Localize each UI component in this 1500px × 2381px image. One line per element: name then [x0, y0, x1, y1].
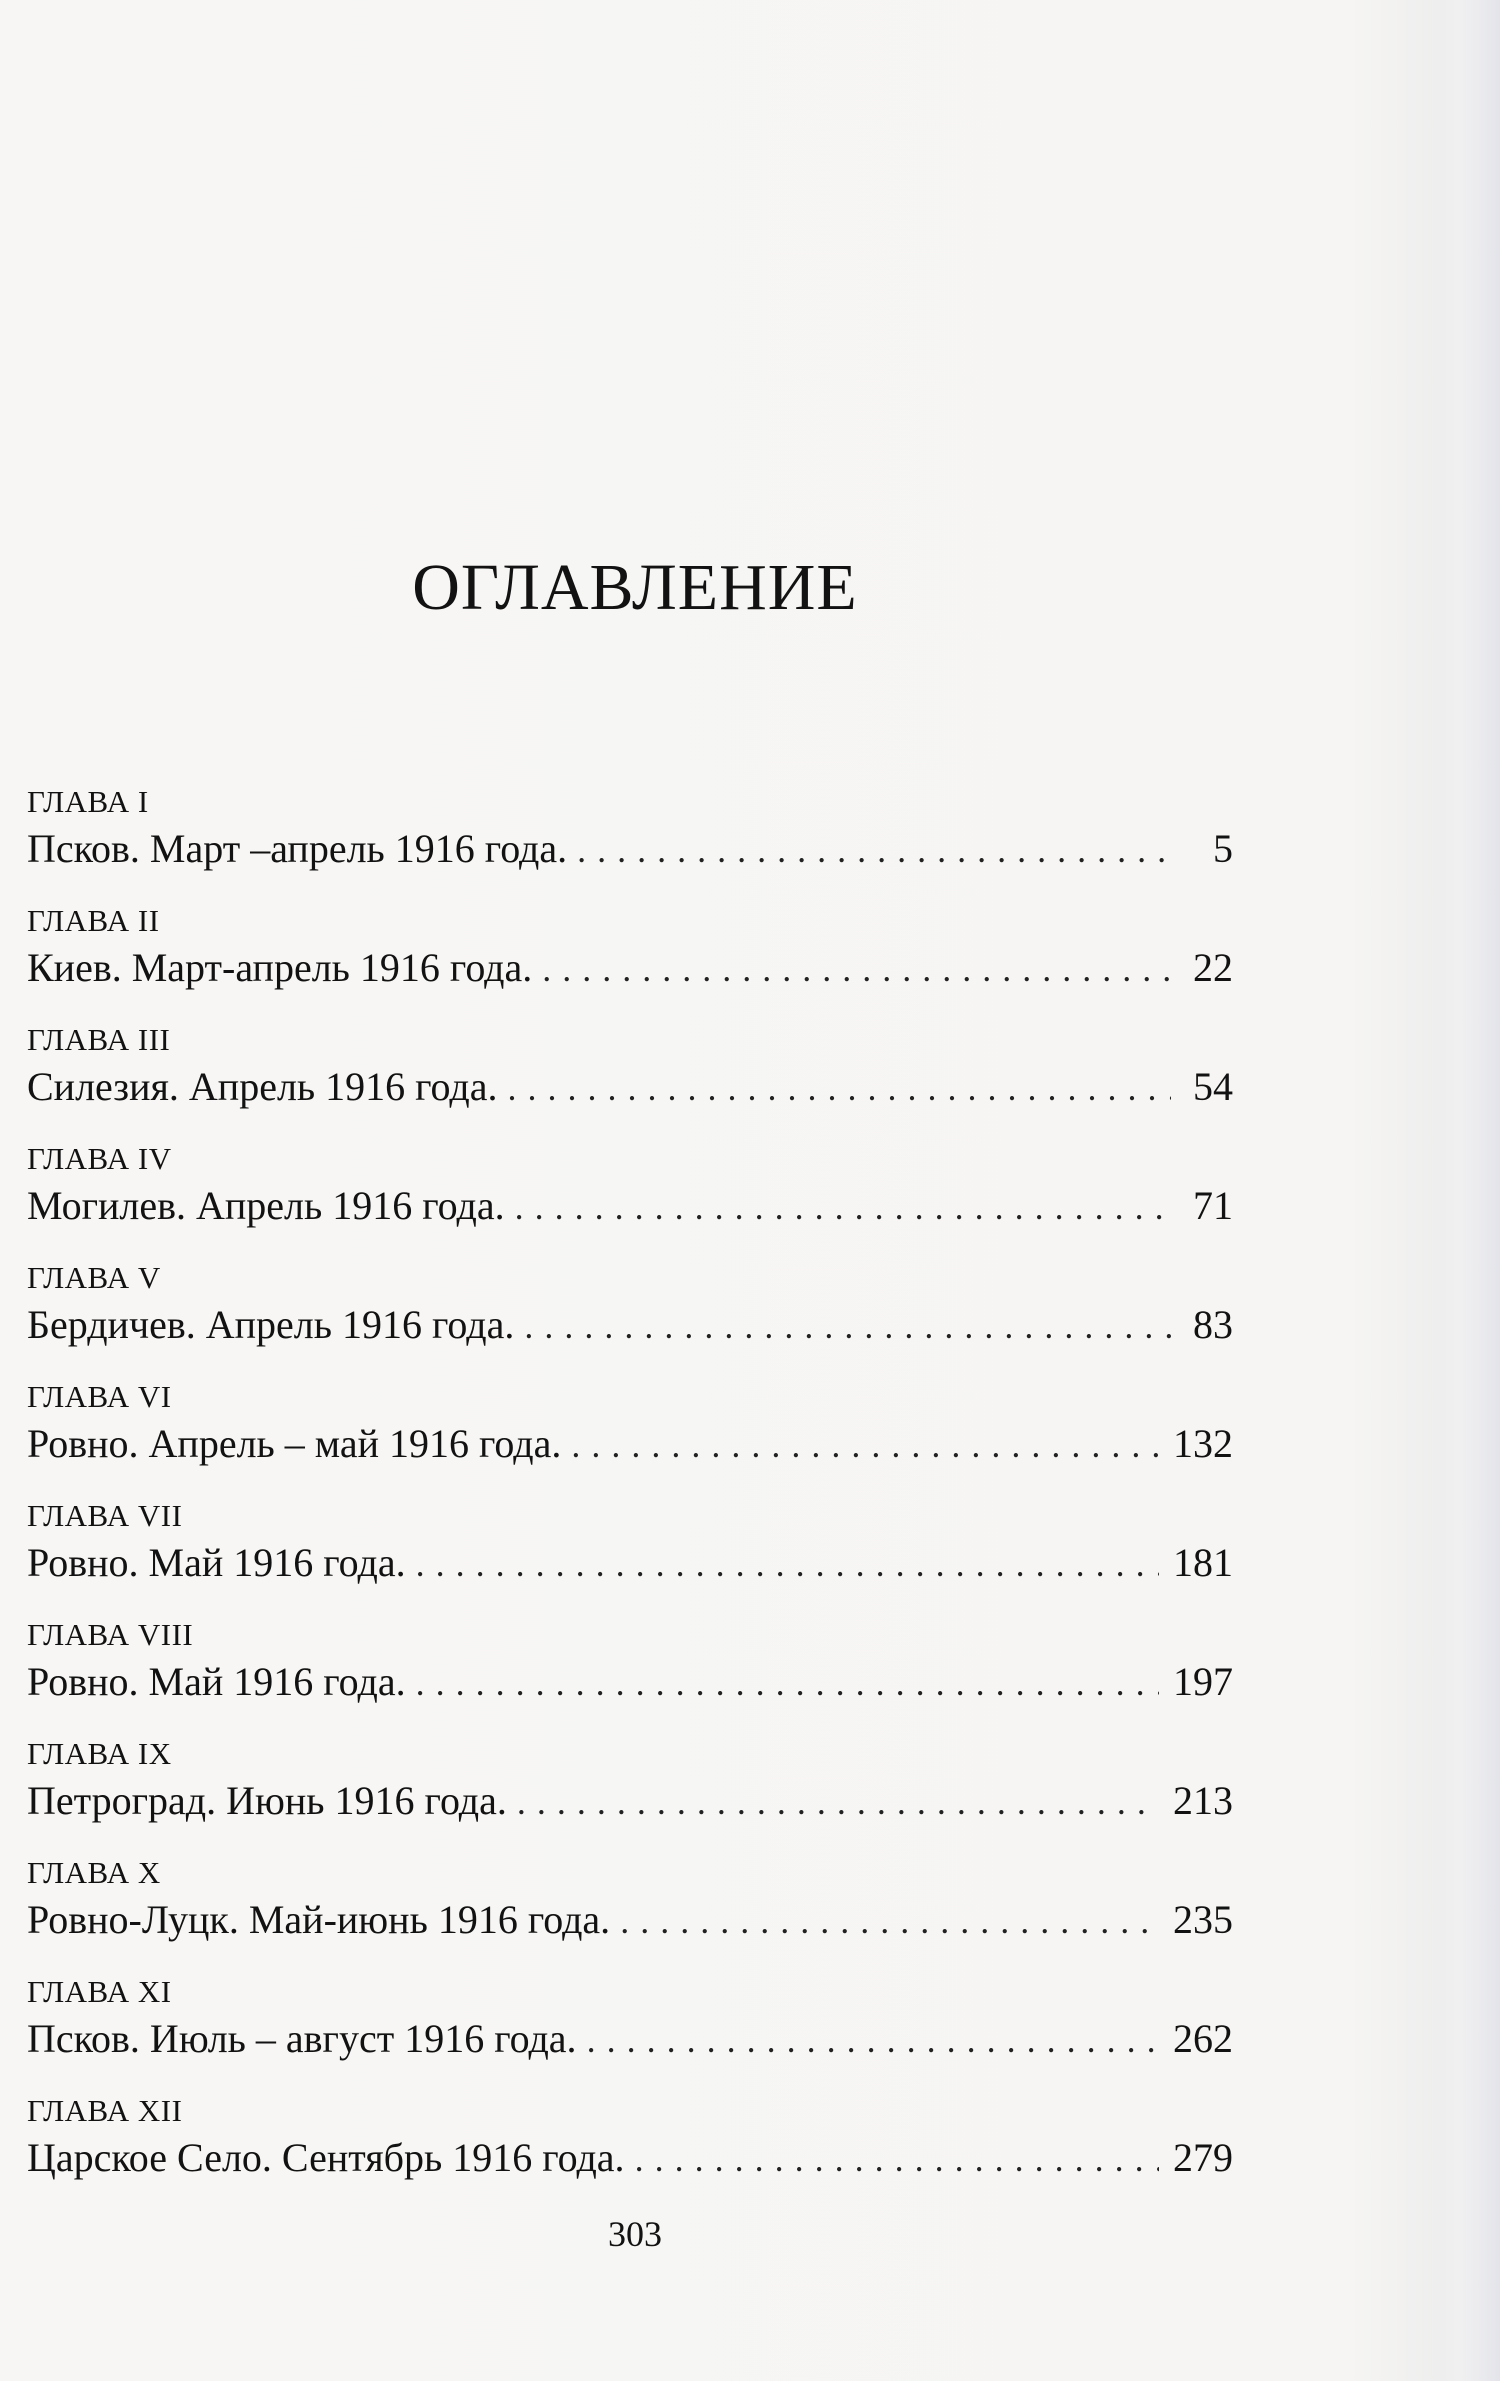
toc-heading: ОГЛАВЛЕНИЕ — [412, 551, 858, 624]
chapter-title: Могилев. Апрель 1916 года. — [27, 1183, 505, 1228]
toc-entry-4 — [27, 1142, 1233, 1261]
page-number: 71 — [1193, 1183, 1233, 1228]
chapter-label: ГЛАВА VI — [27, 1379, 172, 1414]
page-number: 181 — [1173, 1540, 1233, 1585]
dot-leader — [635, 2133, 1159, 2185]
dot-leader — [577, 824, 1171, 876]
toc-entry-5 — [27, 1261, 1233, 1380]
page-edge-shadow — [1460, 0, 1500, 2381]
chapter-title: Псков. Июль – август 1916 года. — [27, 2016, 577, 2061]
page-number: 213 — [1173, 1778, 1233, 1823]
toc-entry-1 — [27, 785, 1233, 904]
toc-line — [27, 1656, 1233, 1708]
chapter-label: ГЛАВА IX — [27, 1736, 172, 1771]
chapter-label: ГЛАВА II — [27, 903, 160, 938]
toc-entry-9 — [27, 1737, 1233, 1856]
chapter-label: ГЛАВА VII — [27, 1498, 183, 1533]
toc-entry-2 — [27, 904, 1233, 1023]
toc-line — [27, 942, 1233, 994]
chapter-title: Бердичев. Апрель 1916 года. — [27, 1302, 515, 1347]
chapter-label: ГЛАВА IV — [27, 1141, 172, 1176]
toc-line — [27, 1775, 1233, 1827]
toc-line — [27, 2013, 1233, 2065]
page-number: 235 — [1173, 1897, 1233, 1942]
chapter-label: ГЛАВА VIII — [27, 1617, 194, 1652]
toc-line — [27, 1894, 1233, 1946]
chapter-title: Ровно-Луцк. Май-июнь 1916 года. — [27, 1897, 611, 1942]
chapter-title: Киев. Март-апрель 1916 года. — [27, 945, 533, 990]
toc-line — [27, 1180, 1233, 1232]
dot-leader — [416, 1657, 1159, 1709]
page-number: 83 — [1193, 1302, 1233, 1347]
chapter-label: ГЛАВА XI — [27, 1974, 172, 2009]
page-number: 279 — [1173, 2135, 1233, 2180]
dot-leader — [542, 943, 1171, 995]
chapter-title: Псков. Март –апрель 1916 года. — [27, 826, 568, 871]
dot-leader — [515, 1181, 1171, 1233]
page-number: 5 — [1213, 826, 1233, 871]
dot-leader — [587, 2014, 1159, 2066]
chapter-label: ГЛАВА I — [27, 784, 149, 819]
toc-entry-12 — [27, 2094, 1233, 2213]
toc-entry-3 — [27, 1023, 1233, 1142]
page-number: 197 — [1173, 1659, 1233, 1704]
toc-entry-10 — [27, 1856, 1233, 1975]
dot-leader — [620, 1895, 1159, 1947]
chapter-title: Ровно. Май 1916 года. — [27, 1659, 406, 1704]
page-number: 262 — [1173, 2016, 1233, 2061]
toc-entry-7 — [27, 1499, 1233, 1618]
dot-leader — [571, 1419, 1159, 1471]
dot-leader — [524, 1300, 1171, 1352]
dot-leader — [416, 1538, 1159, 1590]
toc-entry-11 — [27, 1975, 1233, 2094]
page-folio-number: 303 — [608, 2214, 662, 2254]
dot-leader — [517, 1776, 1159, 1828]
toc-line — [27, 1061, 1233, 1113]
chapter-title: Петроград. Июнь 1916 года. — [27, 1778, 507, 1823]
toc-entry-8 — [27, 1618, 1233, 1737]
toc-line — [27, 2132, 1233, 2184]
page-number: 132 — [1173, 1421, 1233, 1466]
chapter-title: Ровно. Апрель – май 1916 года. — [27, 1421, 562, 1466]
page-number: 22 — [1193, 945, 1233, 990]
chapter-title: Царское Село. Сентябрь 1916 года. — [27, 2135, 625, 2180]
chapter-label: ГЛАВА XII — [27, 2093, 183, 2128]
toc-line — [27, 823, 1233, 875]
chapter-label: ГЛАВА X — [27, 1855, 161, 1890]
toc-line — [27, 1418, 1233, 1470]
toc-line — [27, 1537, 1233, 1589]
toc-entry-6 — [27, 1380, 1233, 1499]
table-of-contents — [27, 785, 1233, 2213]
chapter-title: Ровно. Май 1916 года. — [27, 1540, 406, 1585]
page-number: 54 — [1193, 1064, 1233, 1109]
chapter-label: ГЛАВА V — [27, 1260, 161, 1295]
chapter-title: Силезия. Апрель 1916 года. — [27, 1064, 498, 1109]
dot-leader — [508, 1062, 1171, 1114]
chapter-label: ГЛАВА III — [27, 1022, 171, 1057]
toc-line — [27, 1299, 1233, 1351]
